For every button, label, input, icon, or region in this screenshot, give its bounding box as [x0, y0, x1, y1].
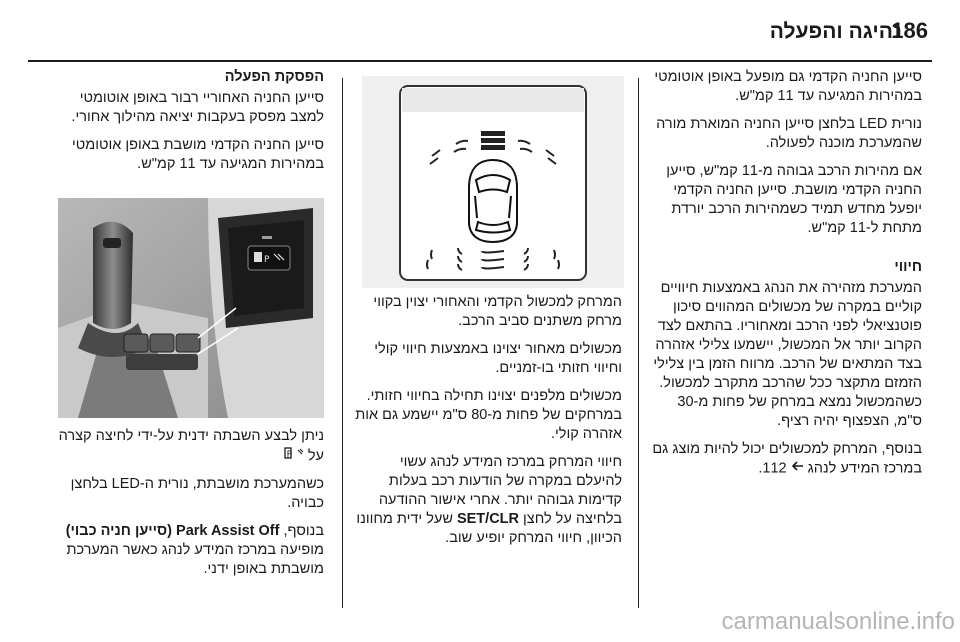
distance-display-diagram [362, 76, 624, 288]
car-outline-icon [469, 160, 517, 242]
distance-display-paragraph [650, 440, 922, 478]
svg-text:P: P [286, 450, 292, 460]
watermark: carmanualsonline.info [721, 608, 955, 635]
svg-text:P: P [264, 255, 270, 265]
park-assist-off-prefix: בנוסף, [283, 523, 324, 539]
front-obstacles-paragraph: מכשולים מלפנים יצוינו תחילה בחיווי חזותי. במרחקים של פחות מ-80 ס"מ יישמע גם אות אזהרה קולי. [355, 388, 622, 442]
right-column [650, 68, 922, 487]
console-photo-svg [58, 198, 324, 418]
display-priority-paragraph [354, 453, 622, 548]
rear-obstacles-paragraph: מכשולים מאחור יצוינו באמצעות חיווי קולי וחיווי חזותי בו-זמניים. [374, 341, 622, 376]
alert-paragraph: המערכת מזהירה את הנהג באמצעות חיוויים קוליים במקרה של מכשולים המהווים סיכון פוטנציאלי לפני הרכב ומאחוריו. בהתאם לצד הקרוב יותר אל המכשול, יישמעו צלילי אזהרה בצד המתאים של הרכב. מרווח הזמן בין צלילי הזמזם מתקצר ככל שהרכב מתקרב למכשול. כשהמכשול נמצא במרחק של פחות מ-30 ס"מ, הצפצוף יהיה רציף. [653, 280, 922, 429]
page-number: 186 [891, 18, 928, 43]
front-deactivation-paragraph: סייען החניה הקדמי מושבת באופן אוטומטי במהירות המגיעה עד 11 קמ"ש. [72, 137, 324, 172]
park-assist-off-label: Park Assist Off (סייען חניה כבוי) [65, 523, 280, 539]
reference-arrow-icon [791, 459, 804, 478]
deactivation-heading: הפסקת הפעלה [224, 69, 324, 85]
left-column [56, 68, 324, 183]
park-assist-off-paragraph [56, 522, 324, 579]
manual-deactivation-text: ניתן לבצע השבתה ידנית על-ידי לחיצה קצרה על [58, 428, 324, 464]
display-priority-text: חיווי המרחק במרכז המידע לנהג עשוי להיעלם במקרה של הודעות רכב בעלות קדימות גבוהה יותר. אחרי אישור ההודעה בלחיצה על לחצן [378, 454, 622, 527]
distance-display-text: בנוסף, המרחק למכשולים יכול להיות מוצג גם במרכז המידע לנהג [652, 441, 922, 477]
page-title: נהיגה והפעלה [769, 20, 902, 43]
page-reference: 112. [758, 460, 787, 477]
display-priority-text-end: שעל ידית מחוונו הכיוון, חיווי המרחק יופיע שוב. [356, 511, 622, 546]
park-assist-button-icon [284, 446, 304, 466]
led-off-paragraph: כשהמערכת מושבתת, נורית ה-LED בלחצן כבויה. [70, 476, 324, 511]
led-paragraph: נורית LED בלחצן סייען החניה המוארת מורה שהמערכת מוכנה לפעולה. [656, 116, 922, 151]
manual-deactivation-paragraph [56, 427, 324, 466]
middle-column [354, 293, 622, 557]
park-assist-off-suffix: מופיעה במרכז המידע לנהג כאשר המערכת מושבתת באופן ידני. [66, 542, 324, 577]
set-clr-button-label: SET/CLR [456, 511, 519, 527]
header-rule [28, 60, 932, 62]
rear-deactivation-paragraph: סייען החניה האחוריי רבור באופן אוטומטי למצב מפסק בעקבות יציאה מהילוך אחורי. [71, 90, 324, 125]
alert-heading: חיווי [894, 259, 922, 275]
speed-limit-paragraph: אם מהירות הרכב גבוהה מ-11 קמ"ש, סייען החניה הקדמי מושבת. סייען החניה הקדמי יופעל מחדש תמיד כשמהירות הרכב יורדת מתחת ל-11 קמ"ש. [666, 163, 922, 236]
distance-diagram-svg [362, 76, 624, 288]
distance-lines-paragraph: המרחק למכשול הקדמי והאחורי יצוין בקווי מרחק משתנים סביב הרכב. [373, 294, 622, 329]
park-assist-button-photo [58, 198, 324, 418]
column-divider-left [342, 78, 343, 608]
column-divider-right [638, 78, 639, 608]
left-column-bottom [56, 427, 324, 588]
front-activation-paragraph: סייען החניה הקדמי גם מופעל באופן אוטומטי במהירות המגיעה עד 11 קמ"ש. [654, 69, 922, 104]
